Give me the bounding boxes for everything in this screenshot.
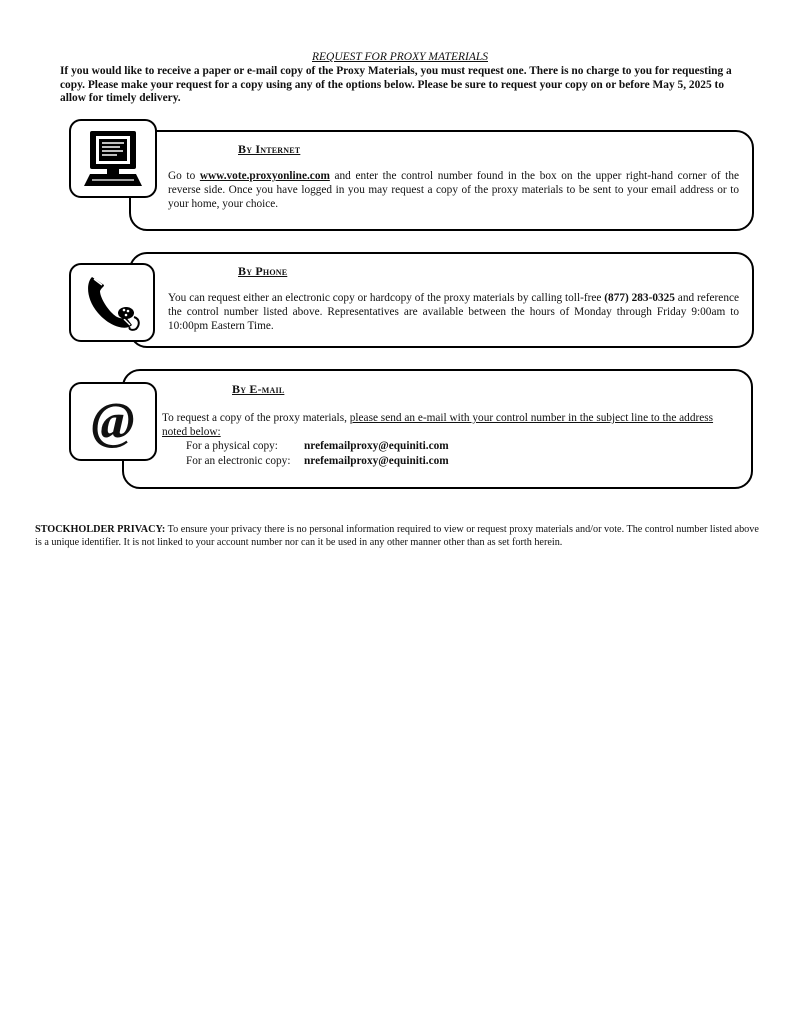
phone-text-post: and reference the control number listed above. Representatives are available between the hours of Monday through Friday 9:00am to 10:00pm Eastern Time.	[168, 292, 739, 333]
phone-text-pre: You can request either an electronic copy or hardcopy of the proxy materials by calling toll-free	[168, 292, 605, 304]
email-instructions	[162, 411, 740, 468]
email-heading: By E-mail	[232, 382, 285, 396]
internet-text-pre: Go to	[168, 170, 200, 182]
telephone-icon-frame	[69, 263, 155, 342]
internet-heading: By Internet	[238, 142, 301, 156]
email-row-physical	[162, 439, 740, 453]
email-address-link[interactable]: nrefemailproxy@equiniti.com	[304, 454, 449, 467]
computer-icon	[82, 130, 144, 188]
proxy-website-link[interactable]: www.vote.proxyonline.com	[199, 170, 330, 182]
email-address-link[interactable]: nrefemailproxy@equiniti.com	[304, 440, 449, 453]
email-row-electronic	[162, 454, 740, 468]
phone-heading: By Phone	[238, 264, 288, 278]
telephone-icon	[82, 273, 142, 333]
intro-paragraph: If you would like to receive a paper or e-mail copy of the Proxy Materials, you must request one. There is no charge to you for requesting a copy. Please make your request for a copy using any of the options below. Please be sure to request your copy on or before May 5, 2025 to allow for timely delivery.	[60, 65, 732, 105]
internet-instructions	[168, 169, 739, 212]
privacy-label: STOCKHOLDER PRIVACY:	[35, 524, 166, 535]
email-text-underlined: please send an e-mail with your control number in the subject line to the address noted below:	[162, 412, 714, 439]
toll-free-number: (877) 283-0325	[604, 292, 675, 304]
page-title: REQUEST FOR PROXY MATERIALS	[312, 51, 488, 63]
email-row-label: For a physical copy:	[186, 440, 278, 453]
email-row-label: For an electronic copy:	[186, 454, 291, 467]
at-sign-icon-frame	[69, 382, 157, 461]
computer-icon-frame	[69, 119, 157, 198]
internet-text-post: and enter the control number found in the box on the upper right-hand corner of the reverse side. Once you have logged in you may request a copy of the proxy materials to be sent to your email address or to your home, your choice.	[168, 170, 739, 211]
stockholder-privacy-note	[35, 524, 765, 549]
phone-instructions	[168, 291, 739, 334]
at-sign-icon: @	[91, 392, 135, 450]
privacy-text: To ensure your privacy there is no personal information required to view or request proxy materials and/or vote. The control number listed above is a unique identifier. It is not linked to your account number nor can it be used in any other manner other than as set forth herein.	[35, 524, 759, 548]
email-text-pre: To request a copy of the proxy materials,	[162, 412, 350, 424]
